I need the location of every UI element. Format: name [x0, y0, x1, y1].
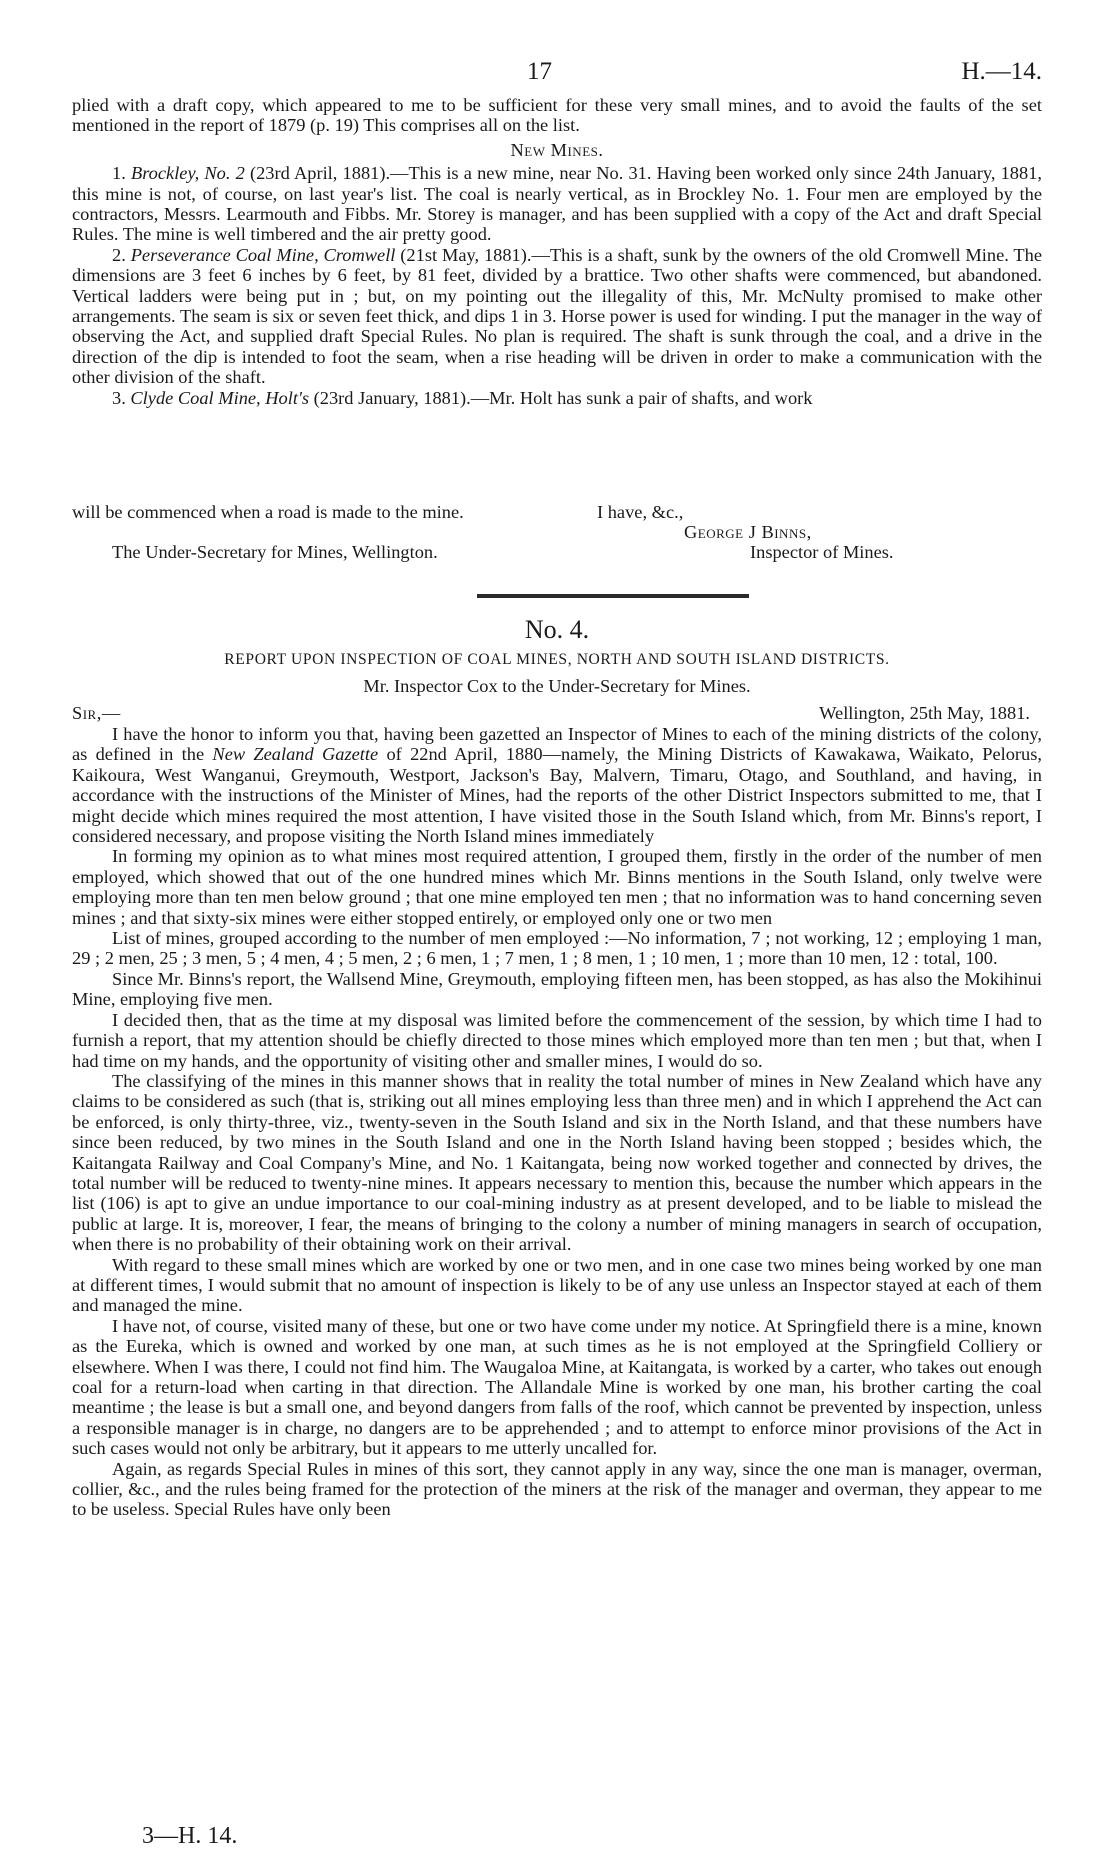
intro-paragraph: plied with a draft copy, which appeared to me to be sufficient for these very small mines, and to avoid the faults of the set mentioned in the report of 1879 (p. 19) This comprises all on the list.	[72, 95, 1042, 136]
paragraph-1	[72, 724, 1042, 846]
section-number: No. 4.	[524, 615, 590, 644]
mine-3-continuation: will be commenced when a road is made to the mine.	[72, 502, 464, 522]
signature-block	[72, 502, 1042, 562]
paragraph-1-text-b: of 22nd April, 1880—namely, the Mining Districts of Kawakawa, Waikato, Pelorus, Kaikoura, West Wanganui, Greymouth, Westport, Jackson's Bay, Malvern, Timaru, Otago, and Southland, and having, in accordance with the instructions of the Minister of Mines, had the reports of the other District Inspectors submitted to me, that I might decide which mines required the most attention, I have visited those in the South Island which, from Mr. Binns's report, I considered necessary, and propose visiting the North Island mines immediately	[72, 744, 1043, 847]
mine-name: Brockley, No. 2	[130, 163, 245, 184]
document-reference: H.—14.	[961, 58, 1042, 85]
closing-line: I have, &c.,	[597, 502, 684, 522]
addressee: The Under-Secretary for Mines, Wellington.	[112, 542, 438, 562]
signatory-title: Inspector of Mines.	[750, 542, 894, 562]
report-subtitle-text: Mr. Inspector Cox to the Under-Secretary for Mines.	[363, 676, 751, 696]
mine-number: 3.	[112, 387, 126, 408]
mine-number: 1.	[112, 163, 126, 184]
mine-entry-3	[72, 388, 1042, 408]
mine-entry-1	[72, 163, 1042, 245]
page-number: 17	[527, 58, 552, 85]
gazette-title: New Zealand Gazette	[212, 744, 379, 765]
paragraph-7: With regard to these small mines which are worked by one or two men, and in one case two mines being worked by one man at different times, I would submit that no amount of inspection is likely to be of any use unless an Inspector stayed at each of them and managed the mine.	[72, 1254, 1042, 1316]
mine-name: Perseverance Coal Mine, Cromwell	[130, 244, 396, 265]
paragraph-3: List of mines, grouped according to the number of men employed :—No information, 7 ; not working, 12 ; employing 1 man, 29 ; 2 men, 25 ; 3 men, 5 ; 4 men, 4 ; 5 men, 2 ; 6 men, 1 ; 7 men, 1 ; 8 men, 1 ; 10 men, 1 ; more than 10 men, 12 : total, 100.	[72, 928, 1042, 969]
paragraph-6: The classifying of the mines in this manner shows that in reality the total number of mines in New Zealand which have any claims to be considered as such (that is, striking out all mines employing less than three men) and in which I apprehend the Act can be enforced, is only thirty-three, viz., twenty-seven in the South Island and six in the North Island, and that these numbers have since been reduced, by two mines in the South Island and one in the North Island having been stopped ; besides which, the Kaitangata Railway and Coal Company's Mine, and No. 1 Kaitangata, being now worked together and connected by drives, the total number will be reduced to twenty-nine mines. It appears necessary to mention this, because the number which appears in the list (106) is apt to give an undue importance to our coal-mining industry as at present developed, and to be liable to mislead the public at large. It is, moreover, I fear, the means of bringing to the colony a number of mining managers in search of occupation, when there is no probability of their obtaining work on their arrival.	[72, 1070, 1042, 1255]
mine-entry-2	[72, 245, 1042, 388]
salutation: Sir,—	[72, 703, 121, 723]
paragraph-1-text-a: I have the honor to inform you that, having been gazetted an Inspector of Mines to each of the mining districts of the colony, as defined in the	[72, 724, 1042, 765]
mine-description: (23rd April, 1881).—This is a new mine, near No. 31. Having been worked only since 24th January, 1881, this mine is not, of course, on last year's list. The coal is nearly vertical, as in Brockley No. 1. Four men are employed by the contractors, Messrs. Learmouth and Fibbs. Mr. Storey is manager, and has been supplied with a copy of the Act and draft Special Rules. The mine is well timbered and the air pretty good.	[72, 163, 1042, 245]
dateline: Wellington, 25th May, 1881.	[819, 703, 1030, 723]
mine-name: Clyde Coal Mine, Holt's	[130, 387, 310, 408]
report-title: REPORT UPON INSPECTION OF COAL MINES, NORTH AND SOUTH ISLAND DISTRICTS.	[224, 651, 890, 668]
new-mines-heading: New Mines.	[510, 139, 604, 160]
page-footer: 3—H. 14.	[142, 1823, 238, 1849]
report-3-body	[72, 95, 1042, 408]
paragraph-5: I decided then, that as the time at my disposal was limited before the commencement of the session, by which time I had to furnish a report, that my attention should be chiefly directed to those mines which employed more than ten men ; but that, when I had time on my hands, and the opportunity of visiting other and smaller mines, I would do so.	[72, 1009, 1042, 1071]
paragraph-9: Again, as regards Special Rules in mines of this sort, they cannot apply in any way, since the one man is manager, overman, collier, &c., and the rules being framed for the protection of the miners at the risk of the manager and overman, they appear to me to be useless. Special Rules have only been	[72, 1458, 1042, 1520]
section-divider	[477, 594, 749, 598]
paragraph-4: Since Mr. Binns's report, the Wallsend Mine, Greymouth, employing fifteen men, has been stopped, as has also the Mokihinui Mine, employing five men.	[72, 968, 1042, 1010]
mine-number: 2.	[112, 244, 126, 265]
report-subtitle	[72, 676, 1042, 697]
salutation-row	[72, 703, 1042, 724]
report-4-body	[72, 724, 1042, 1520]
paragraph-8: I have not, of course, visited many of these, but one or two have come under my notice. At Springfield there is a mine, known as the Eureka, which is owned and worked by one man, at such times as he is not employed at the Springfield Colliery or elsewhere. When I was there, I could not find him. The Waugaloa Mine, at Kaitangata, is worked by a carter, who takes out enough coal for a return-load when carting in that direction. The Allandale Mine is worked by one man, his brother carting the coal meantime ; the lease is but a small one, and beyond dangers from falls of the roof, which cannot be prevented by inspection, unless a responsible manager is in charge, no dangers are to be apprehended ; and to attempt to enforce minor provisions of the Act in such cases would not only be arbitrary, but it appears to me utterly uncalled for.	[72, 1315, 1042, 1459]
page-header	[72, 58, 1042, 88]
mine-description: (23rd January, 1881).—Mr. Holt has sunk a pair of shafts, and work	[309, 387, 813, 408]
signatory-name: George J Binns,	[684, 522, 812, 542]
paragraph-2: In forming my opinion as to what mines most required attention, I grouped them, firstly in the order of the number of men employed, which showed that out of the one hundred mines which Mr. Binns mentions in the South Island, only twelve were employing more than ten men below ground ; that one mine employed ten men ; that no information was to hand concerning seven mines ; and that sixty-six mines were either stopped entirely, or employed only one or two men	[72, 846, 1042, 928]
mine-description: (21st May, 1881).—This is a shaft, sunk by the owners of the old Cromwell Mine. The dimensions are 3 feet 6 inches by 6 feet, by 81 feet, divided by a brattice. Two other shafts were commenced, but abandoned. Vertical ladders were being put in ; but, on my pointing out the illegality of this, Mr. McNulty promised to make other arrangements. The seam is six or seven feet thick, and dips 1 in 3. Horse power is used for winding. I put the manager in the way of observing the Act, and supplied draft Special Rules. No plan is required. The shaft is sunk through the coal, and a drive in the direction of the dip is intended to foot the seam, when a rise heading will be driven in order to make a communication with the other division of the shaft.	[72, 244, 1042, 388]
